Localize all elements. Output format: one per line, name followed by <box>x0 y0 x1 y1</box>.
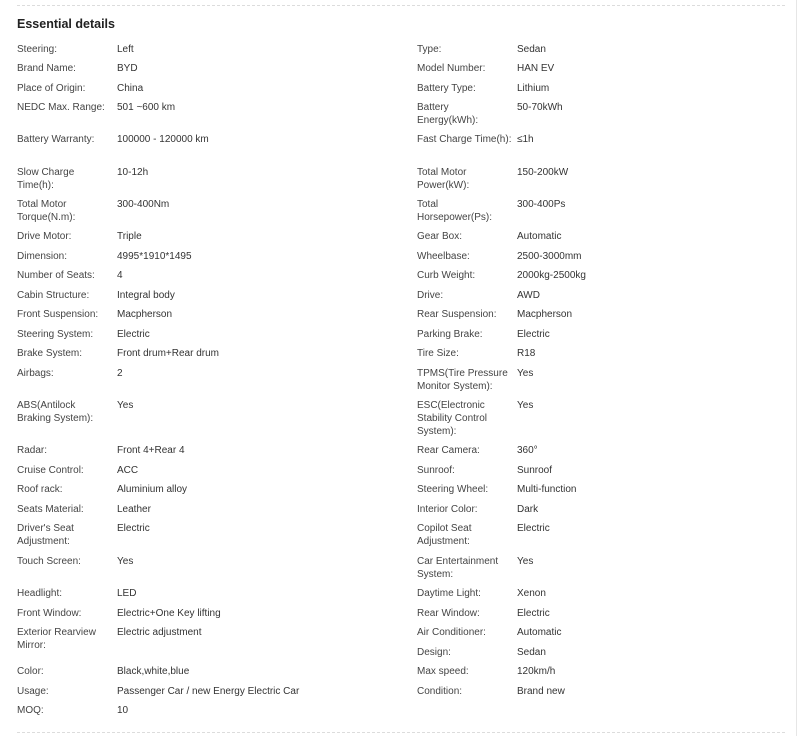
spec-value: 300-400Nm <box>117 199 170 210</box>
spec-value: R18 <box>517 348 536 359</box>
spec-value: ≤1h <box>517 134 534 145</box>
spec-value: Automatic <box>517 627 562 638</box>
spec-label: Sunroof: <box>417 465 455 476</box>
spec-label: TPMS(Tire Pressure Monitor System): <box>417 368 508 392</box>
spec-label: Touch Screen: <box>17 556 81 567</box>
spec-label: Usage: <box>17 686 49 697</box>
spec-value: AWD <box>517 290 540 301</box>
spec-value: Front drum+Rear drum <box>117 348 219 359</box>
spec-label: Curb Weight: <box>417 270 476 281</box>
spec-value: Multi-function <box>517 484 577 495</box>
spec-label: Number of Seats: <box>17 270 95 281</box>
spec-value: Aluminium alloy <box>117 484 188 495</box>
spec-label: Cruise Control: <box>17 465 84 476</box>
spec-value: Sedan <box>517 647 546 658</box>
spec-value: Macpherson <box>517 309 573 320</box>
spec-label: Car Entertainment System: <box>417 556 499 580</box>
spec-label: Slow Charge Time(h): <box>17 167 75 191</box>
spec-value: ACC <box>117 465 139 476</box>
spec-label: Rear Window: <box>417 608 480 619</box>
spec-value: 2000kg-2500kg <box>517 270 586 281</box>
spec-value: Yes <box>117 556 134 567</box>
spec-label: Seats Material: <box>17 504 84 515</box>
spec-label: Steering System: <box>17 329 94 340</box>
spec-value: Yes <box>517 368 534 379</box>
spec-value: 501 ~600 km <box>117 102 176 113</box>
spec-label: Dimension: <box>17 251 68 262</box>
spec-value: 4995*1910*1495 <box>117 251 192 262</box>
spec-value: Electric <box>117 523 150 534</box>
section-title: Essential details <box>17 17 115 31</box>
spec-value: Sedan <box>517 44 546 55</box>
spec-label: Battery Type: <box>417 83 476 94</box>
spec-label: Cabin Structure: <box>17 290 90 301</box>
spec-value: Yes <box>117 400 134 411</box>
spec-label: Steering: <box>17 44 58 55</box>
spec-value: Passenger Car / new Energy Electric Car <box>117 686 300 697</box>
spec-label: ABS(Antilock Braking System): <box>17 400 94 424</box>
spec-label: Brand Name: <box>17 63 76 74</box>
spec-label: Rear Camera: <box>417 445 480 456</box>
spec-label: Drive: <box>417 290 444 301</box>
spec-value: Electric+One Key lifting <box>117 608 221 619</box>
spec-label: Copilot Seat Adjustment: <box>417 523 472 547</box>
spec-label: Condition: <box>417 686 463 697</box>
spec-value: Left <box>117 44 134 55</box>
spec-value: Black,white,blue <box>117 666 190 677</box>
spec-label: MOQ: <box>17 705 44 716</box>
spec-label: Driver's Seat Adjustment: <box>17 523 74 547</box>
spec-label: Type: <box>417 44 442 55</box>
spec-label: Drive Motor: <box>17 231 72 242</box>
spec-value: Electric <box>517 523 550 534</box>
spec-value: Electric adjustment <box>117 627 202 638</box>
spec-value: 4 <box>117 270 123 281</box>
spec-label: Model Number: <box>417 63 486 74</box>
spec-value: Brand new <box>517 686 565 697</box>
spec-value: 2500-3000mm <box>517 251 582 262</box>
spec-label: Rear Suspension: <box>417 309 497 320</box>
spec-label: Place of Origin: <box>17 83 86 94</box>
spec-label: Wheelbase: <box>417 251 470 262</box>
spec-value: Automatic <box>517 231 562 242</box>
spec-value: Front 4+Rear 4 <box>117 445 185 456</box>
spec-label: Gear Box: <box>417 231 463 242</box>
spec-value: Electric <box>517 329 550 340</box>
spec-label: Design: <box>417 647 451 658</box>
spec-value: 300-400Ps <box>517 199 566 210</box>
spec-value: 120km/h <box>517 666 556 677</box>
spec-label: Interior Color: <box>417 504 478 515</box>
spec-value: Xenon <box>517 588 546 599</box>
spec-label: ESC(Electronic Stability Control System): <box>417 400 488 437</box>
spec-label: Parking Brake: <box>417 329 483 340</box>
spec-value: Electric <box>117 329 150 340</box>
spec-label: Total Motor Torque(N.m): <box>17 199 76 223</box>
spec-label: Steering Wheel: <box>417 484 489 495</box>
spec-label: Front Window: <box>17 608 82 619</box>
spec-value: Dark <box>517 504 539 515</box>
spec-label: Daytime Light: <box>417 588 481 599</box>
spec-label: Tire Size: <box>417 348 459 359</box>
spec-label: Color: <box>17 666 44 677</box>
spec-value: Integral body <box>117 290 175 301</box>
spec-value: 100000 - 120000 km <box>117 134 209 145</box>
spec-value: Triple <box>117 231 142 242</box>
spec-label: Total Motor Power(kW): <box>417 167 470 191</box>
spec-value: Electric <box>517 608 550 619</box>
spec-label: Airbags: <box>17 368 54 379</box>
spec-value: 360° <box>517 445 538 456</box>
spec-label: Headlight: <box>17 588 63 599</box>
spec-label: Brake System: <box>17 348 83 359</box>
spec-label: Battery Warranty: <box>17 134 95 145</box>
spec-value: HAN EV <box>517 63 555 74</box>
spec-value: BYD <box>117 63 138 74</box>
spec-value: Sunroof <box>517 465 553 476</box>
spec-value: Leather <box>117 504 151 515</box>
spec-label: Front Suspension: <box>17 309 99 320</box>
spec-value: 150-200kW <box>517 167 569 178</box>
spec-value: Lithium <box>517 83 550 94</box>
spec-label: Air Conditioner: <box>417 627 486 638</box>
spec-value: 10 <box>117 705 129 716</box>
spec-label: Fast Charge Time(h): <box>417 134 512 145</box>
spec-label: Radar: <box>17 445 48 456</box>
spec-label: NEDC Max. Range: <box>17 102 105 113</box>
spec-value: 10-12h <box>117 167 149 178</box>
spec-label: Total Horsepower(Ps): <box>417 199 493 223</box>
spec-value: Yes <box>517 556 534 567</box>
spec-value: LED <box>117 588 137 599</box>
bottom-divider <box>17 732 785 733</box>
spec-value: 2 <box>117 368 123 379</box>
spec-value: Yes <box>517 400 534 411</box>
spec-label: Battery Energy(kWh): <box>417 102 479 126</box>
spec-label: Max speed: <box>417 666 469 677</box>
spec-value: 50-70kWh <box>517 102 563 113</box>
spec-label: Exterior Rearview Mirror: <box>17 627 96 651</box>
spec-value: Macpherson <box>117 309 173 320</box>
spec-label: Roof rack: <box>17 484 63 495</box>
spec-value: China <box>117 83 144 94</box>
